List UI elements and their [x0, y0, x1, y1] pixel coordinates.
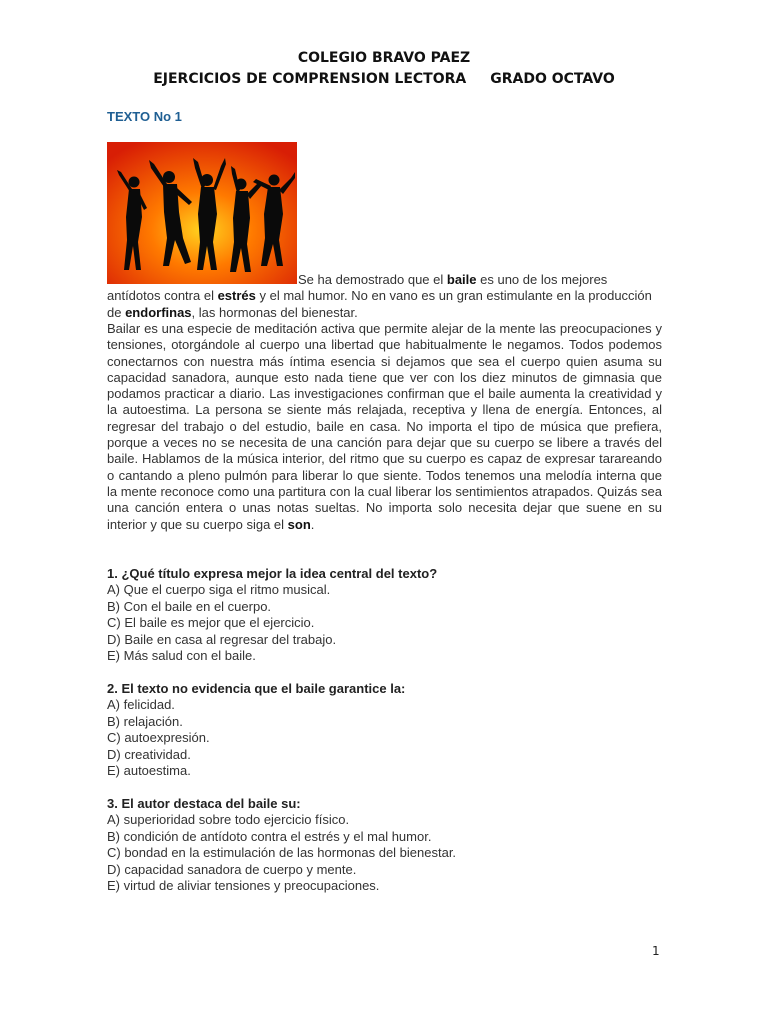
answer-option: A) Que el cuerpo siga el ritmo musical.	[107, 582, 331, 598]
question-title: 1. ¿Qué título expresa mejor la idea central del texto?	[107, 566, 438, 581]
answer-option: E) Más salud con el baile.	[107, 648, 256, 664]
question-2	[107, 681, 662, 779]
intro-paragraph	[107, 272, 662, 321]
paragraph-text: Bailar es una especie de meditación activa que permite alejar de la mente las preocupaciones y tensiones, otorgándole al cuerpo una libertad que habitualmente le negamos. Todos podemos conectarnos con nuestra más íntima esencia si dejamos que sea el cuerpo quien asuma su capacidad sanadora, aunque esto nada tiene que ver con los diez minutos de gimnasia que podamos practicar a diario. Las investigaciones confirman que el baile aumenta la creatividad y la autoestima. La persona se siente más relajada, receptiva y llena de energía. Entonces, al regresar del trabajo o del estudio, baile en casa. No importa el tipo de música que prefiera, porque a veces no se necesita de una canción para dejar que su cuerpo se libere a través del baile. Hablamos de la música interior, del ritmo que su cuerpo es capaz de expresar tarareando o cantando a pleno pulmón para liberar lo que siente. Todos tenemos una melodía interna que la mente reconoce como una partitura con la cual liberar los sentimientos atrapados. Quizás sea una canción entera o unas notas sueltas. No importa solo necesita dejar que suene en su interior y que su cuerpo siga el	[107, 321, 662, 532]
intro-text: es uno de los mejores antídotos contra el	[107, 272, 608, 304]
answer-option: A) superioridad sobre todo ejercicio físico.	[107, 812, 350, 828]
question-3	[107, 796, 662, 894]
answer-option: A) felicidad.	[107, 697, 175, 713]
dancers-silhouette-illustration	[107, 142, 297, 284]
question-1	[107, 566, 662, 664]
keyword-endorfinas: endorfinas	[125, 304, 192, 320]
paragraph-end: .	[310, 516, 315, 532]
answer-option: D) capacidad sanadora de cuerpo y mente.	[107, 861, 357, 877]
main-paragraph	[107, 321, 662, 533]
answer-option: C) bondad en la estimulación de las hormonas del bienestar.	[107, 845, 457, 861]
keyword-estres: estrés	[217, 288, 256, 304]
answer-option: B) condición de antídoto contra el estrés y el mal humor.	[107, 828, 432, 844]
answer-option: B) Con el baile en el cuerpo.	[107, 598, 272, 614]
exercise-title: EJERCICIOS DE COMPRENSION LECTORA	[153, 71, 467, 87]
answer-option: E) autoestima.	[107, 763, 191, 779]
section-label: TEXTO No 1	[107, 109, 182, 124]
grade-label: GRADO OCTAVO	[490, 71, 615, 87]
document-title	[0, 71, 768, 87]
intro-text: , las hormonas del bienestar.	[191, 304, 358, 320]
intro-text: Se ha demostrado que el	[298, 272, 447, 287]
answer-option: D) Baile en casa al regresar del trabajo.	[107, 631, 337, 647]
keyword-son: son	[287, 516, 311, 532]
dancers-image	[107, 142, 297, 284]
question-title: 3. El autor destaca del baile su:	[107, 796, 301, 811]
answer-option: C) autoexpresión.	[107, 730, 210, 746]
keyword-baile: baile	[446, 272, 477, 287]
answer-option: B) relajación.	[107, 713, 183, 729]
answer-option: C) El baile es mejor que el ejercicio.	[107, 615, 315, 631]
question-title: 2. El texto no evidencia que el baile garantice la:	[107, 681, 406, 696]
answer-option: E) virtud de aliviar tensiones y preocupaciones.	[107, 878, 380, 894]
answer-option: D) creatividad.	[107, 746, 191, 762]
page-number: 1	[652, 944, 660, 958]
school-name: COLEGIO BRAVO PAEZ	[297, 50, 471, 66]
intro-text: y el mal humor. No en vano es un gran estimulante en la producción de	[107, 288, 652, 320]
